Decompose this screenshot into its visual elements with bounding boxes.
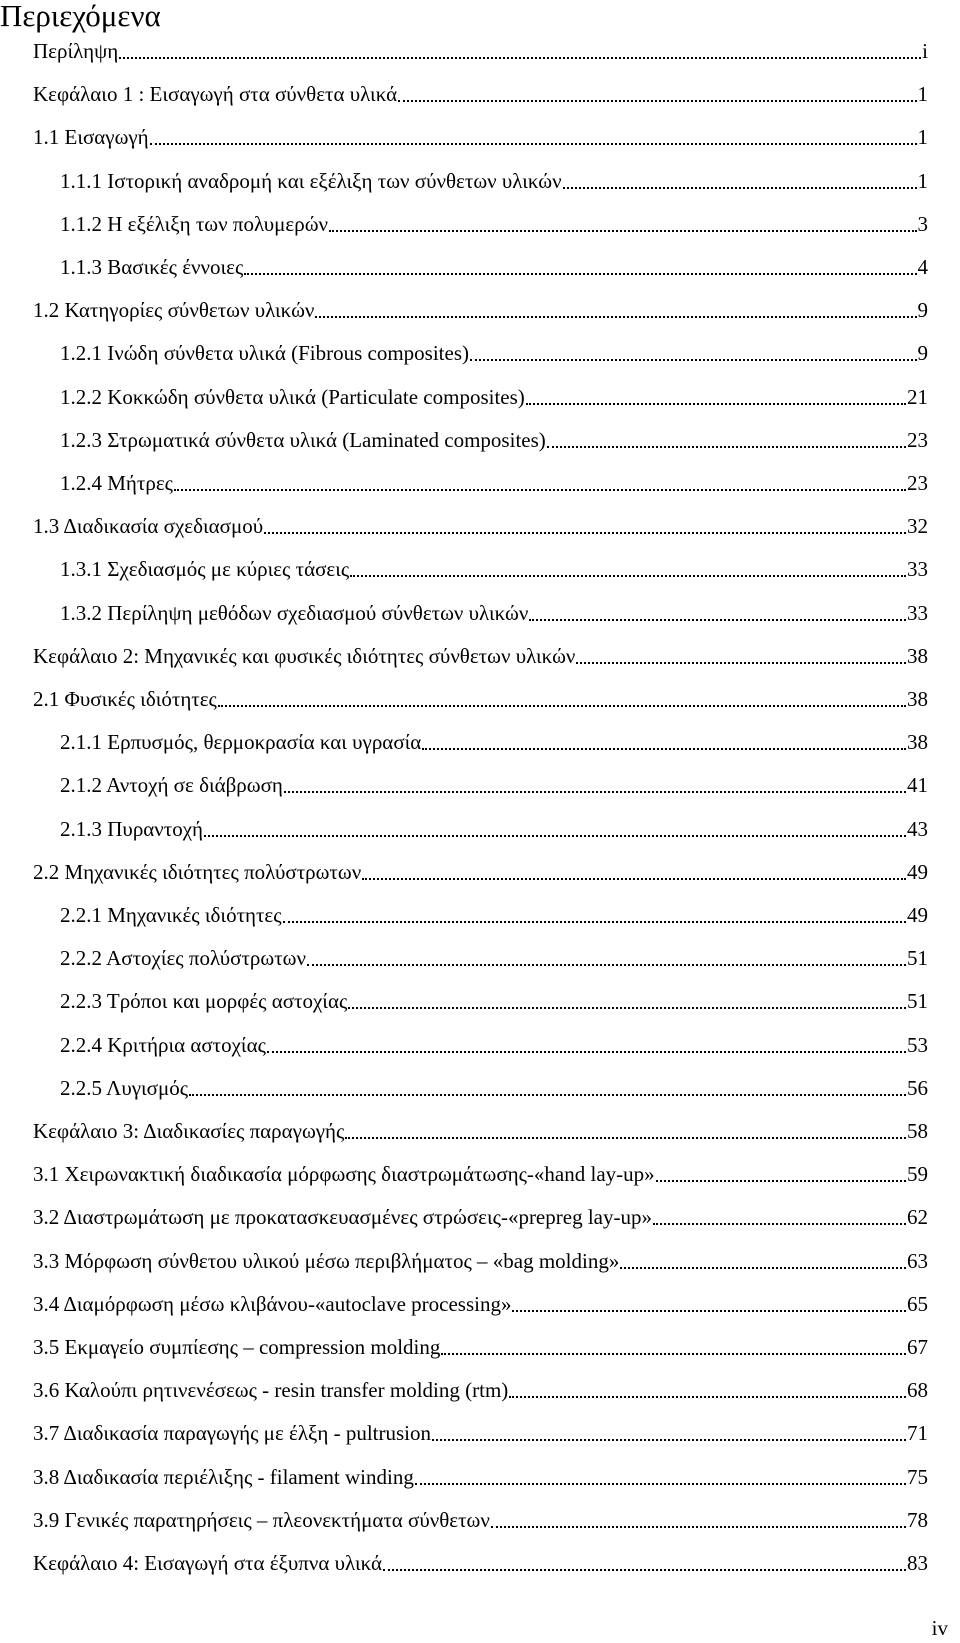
toc-entry[interactable] [60,556,928,582]
toc-entry[interactable] [33,1334,928,1360]
toc-entry[interactable] [33,1550,928,1576]
toc-entry[interactable] [33,297,928,323]
toc-entry-title: 2.2.2 Αστοχίες πολύστρωτων [60,946,306,971]
toc-entry[interactable] [33,1377,928,1403]
toc-entry-title: Κεφάλαιο 2: Μηχανικές και φυσικές ιδιότητες σύνθετων υλικών [33,643,576,668]
toc-entry-page-number: 62 [907,1205,928,1230]
toc-entry-page-number: 38 [907,687,928,711]
toc-entry-page-number: 43 [907,816,928,841]
toc-entry-page-number: 1 [917,125,928,150]
dot-leader [189,1093,906,1096]
toc-entry-title: 1.1.3 Βασικές έννοιες [60,255,244,279]
toc-entry[interactable] [60,600,928,626]
toc-entry-title: 1.2.4 Μήτρες [60,471,173,495]
dot-leader [345,1136,906,1139]
toc-entry-title: Κεφάλαιο 1 : Εισαγωγή στα σύνθετα υλικά [33,82,398,107]
toc-entry-page-number: 1 [917,168,928,193]
dot-leader [218,704,906,707]
dot-leader [150,142,917,145]
toc-entry[interactable] [60,1032,928,1058]
toc-entry[interactable] [33,1291,928,1317]
dot-leader [383,1568,906,1571]
toc-entry-page-number: 9 [917,298,928,323]
toc-entry[interactable] [33,1420,928,1446]
dot-leader [620,1266,906,1269]
toc-entry-title: 2.2.1 Μηχανικές ιδιότητες [60,903,282,927]
toc-entry-title: 1.1.2 Η εξέλιξη των πολυμερών [60,211,329,236]
dot-leader [244,272,916,275]
toc-entry[interactable] [33,1464,928,1490]
toc-entry-page-number: i [922,39,928,63]
toc-entry-page-number: 83 [907,1551,928,1575]
toc-entry-title: 1.1.1 Ιστορική αναδρομή και εξέλιξη των σύνθετων υλικών [60,168,562,193]
toc-entry-page-number: 65 [907,1291,928,1316]
toc-entry-title: 3.6 Καλούπι ρητινενέσεως - resin transfer molding (rtm) [33,1378,509,1403]
toc-entry-title: 2.1.1 Ερπυσμός, θερμοκρασία και υγρασία [60,730,422,755]
dot-leader [422,747,906,750]
toc-entry[interactable] [33,513,928,539]
toc-entry[interactable] [33,1161,928,1187]
toc-entry[interactable] [33,859,928,885]
dot-leader [267,1050,906,1053]
toc-entry-title: Περίληψη [33,39,119,63]
toc-entry[interactable] [33,1204,928,1230]
toc-entry-page-number: 33 [907,557,928,582]
toc-entry-page-number: 63 [907,1248,928,1273]
toc-entry[interactable] [60,816,928,842]
dot-leader [432,1438,906,1441]
toc-entry-page-number: 51 [907,946,928,971]
toc-entry-title: 2.2 Μηχανικές ιδιότητες πολύστρωτων [33,859,362,884]
toc-entry-page-number: 23 [907,471,928,495]
toc-entry[interactable] [33,1248,928,1274]
page-title: Περιεχόμενα [0,0,161,33]
toc-entry-title: 3.1 Χειρωνακτική διαδικασία μόρφωσης διαστρωμάτωσης-«hand lay-up» [33,1162,655,1187]
toc-entry-title: 3.4 Διαμόρφωση μέσω κλιβάνου-«autoclave processing» [33,1291,512,1316]
toc-entry-title: 3.3 Μόρφωση σύνθετου υλικού μέσω περιβλήματος – «bag molding» [33,1248,620,1273]
dot-leader [415,1482,906,1485]
toc-entry[interactable] [60,211,928,237]
toc-entry-page-number: 71 [907,1421,928,1446]
toc-entry-page-number: 51 [907,989,928,1014]
toc-entry-page-number: 38 [907,643,928,668]
toc-entry[interactable] [33,38,928,64]
toc-entry-title: 2.2.5 Λυγισμός [60,1075,189,1100]
toc-entry-title: 3.5 Εκμαγείο συμπίεσης – compression molding [33,1335,441,1359]
toc-entry[interactable] [60,427,928,453]
toc-entry-page-number: 33 [907,600,928,625]
toc-entry-page-number: 4 [917,255,928,279]
toc-entry-title: 1.3.2 Περίληψη μεθόδων σχεδιασμού σύνθετων υλικών [60,600,529,625]
dot-leader [307,963,906,966]
toc-entry[interactable] [60,384,928,410]
toc-entry-page-number: 41 [907,773,928,798]
toc-entry-page-number: 49 [907,903,928,927]
dot-leader [204,834,906,837]
toc-entry-page-number: 68 [907,1378,928,1403]
dot-leader [283,920,906,923]
toc-entry-page-number: 53 [907,1032,928,1057]
dot-leader [398,99,916,102]
dot-leader [563,186,917,189]
dot-leader [526,402,906,405]
toc-entry-title: Κεφάλαιο 3: Διαδικασίες παραγωγής [33,1119,345,1143]
toc-entry[interactable] [60,945,928,971]
toc-entry[interactable] [60,902,928,928]
dot-leader [441,1352,906,1355]
dot-leader [653,1222,906,1225]
toc-entry-title: 2.1 Φυσικές ιδιότητες [33,687,217,711]
toc-entry-title: 3.2 Διαστρωμάτωση με προκατασκευασμένες στρώσεις-«prepreg lay-up» [33,1205,652,1230]
dot-leader [529,618,906,621]
dot-leader [315,315,916,318]
toc-entry-page-number: 21 [907,384,928,409]
dot-leader [348,1006,906,1009]
toc-entry-page-number: 23 [907,427,928,452]
toc-entry[interactable] [60,168,928,194]
toc-entry[interactable] [60,729,928,755]
toc-entry[interactable] [60,772,928,798]
dot-leader [512,1309,906,1312]
toc-entry[interactable] [60,340,928,366]
toc-entry-title: 1.2.1 Ινώδη σύνθετα υλικά (Fibrous composites) [60,341,469,366]
toc-entry-title: 2.1.2 Αντοχή σε διάβρωση [60,773,283,798]
toc-entry-page-number: 9 [917,341,928,366]
toc-entry-title: 1.2 Κατηγορίες σύνθετων υλικών [33,298,315,323]
dot-leader [470,358,917,361]
toc-entry[interactable] [33,686,928,712]
toc-entry-page-number: 49 [907,859,928,884]
dot-leader [362,877,906,880]
toc-entry-page-number: 59 [907,1162,928,1187]
toc-entry[interactable] [33,81,928,107]
page-number: iv [931,1616,948,1640]
dot-leader [547,445,906,448]
toc-entry-page-number: 58 [907,1119,928,1143]
toc-entry-page-number: 32 [907,514,928,539]
toc-entry-page-number: 1 [917,82,928,107]
toc-entry-title: 3.8 Διαδικασία περιέλιξης - filament winding [33,1464,414,1489]
toc-entry-title: 1.2.3 Στρωματικά σύνθετα υλικά (Laminated composites) [60,427,546,452]
dot-leader [350,574,906,577]
toc-entry-title: Κεφάλαιο 4: Εισαγωγή στα έξυπνα υλικά [33,1551,383,1575]
toc-entry[interactable] [33,1118,928,1144]
toc-entry-title: 3.7 Διαδικασία παραγωγής με έλξη - pultrusion [33,1421,432,1446]
toc-entry[interactable] [33,124,928,150]
toc-entry-title: 1.3.1 Σχεδιασμός με κύριες τάσεις [60,557,350,582]
dot-leader [329,229,916,232]
toc-entry-title: 1.1 Εισαγωγή [33,125,149,150]
toc-entry[interactable] [60,988,928,1014]
toc-entry-page-number: 56 [907,1075,928,1100]
toc-entry-title: 1.3 Διαδικασία σχεδιασμού [33,514,264,539]
toc-entry-title: 2.1.3 Πυραντοχή [60,816,204,841]
toc-entry[interactable] [33,1507,928,1533]
toc-entry[interactable] [33,643,928,669]
toc-entry[interactable] [60,1075,928,1101]
toc-entry-page-number: 38 [907,730,928,755]
toc-entry-page-number: 75 [907,1464,928,1489]
toc-entry[interactable] [60,254,928,280]
dot-leader [509,1395,906,1398]
toc-entry-title: 1.2.2 Κοκκώδη σύνθετα υλικά (Particulate composites) [60,384,525,409]
dot-leader [576,661,906,664]
dot-leader [491,1525,906,1528]
toc-entry[interactable] [60,470,928,496]
dot-leader [264,531,906,534]
toc-entry-page-number: 78 [907,1507,928,1532]
toc-entry-page-number: 3 [917,211,928,236]
dot-leader [174,488,906,491]
dot-leader [119,56,921,59]
toc-entry-title: 2.2.3 Τρόποι και μορφές αστοχίας [60,989,348,1014]
toc-entry-title: 2.2.4 Κριτήρια αστοχίας [60,1032,266,1057]
dot-leader [284,790,906,793]
dot-leader [656,1179,906,1182]
toc-entry-page-number: 67 [907,1335,928,1359]
toc-entry-title: 3.9 Γενικές παρατηρήσεις – πλεονεκτήματα σύνθετων [33,1507,490,1532]
